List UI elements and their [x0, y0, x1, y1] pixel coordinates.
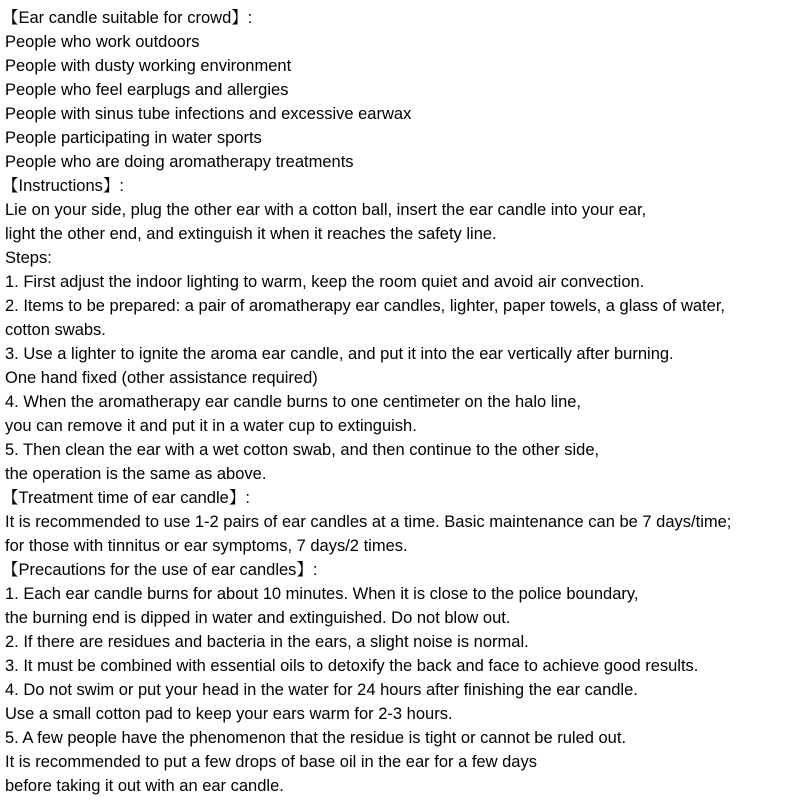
text-line: One hand fixed (other assistance required): [5, 369, 318, 387]
text-line: It is recommended to use 1-2 pairs of ear candles at a time. Basic maintenance can be 7 days/time;: [5, 513, 732, 531]
text-line: People participating in water sports: [5, 129, 262, 147]
text-line: 3. It must be combined with essential oils to detoxify the back and face to achieve good results.: [5, 657, 699, 675]
section-precautions: [2, 558, 800, 798]
text-line: the burning end is dipped in water and extinguished. Do not blow out.: [5, 609, 511, 627]
text-line: 5. Then clean the ear with a wet cotton swab, and then continue to the other side,: [5, 441, 600, 459]
text-line: 1. First adjust the indoor lighting to warm, keep the room quiet and avoid air convection.: [5, 273, 645, 291]
text-line: cotton swabs.: [5, 321, 106, 339]
section-heading: 【Precautions for the use of ear candles】:: [2, 561, 318, 579]
text-line: the operation is the same as above.: [5, 465, 267, 483]
text-line: 5. A few people have the phenomenon that the residue is tight or cannot be ruled out.: [5, 729, 627, 747]
text-line: 4. When the aromatherapy ear candle burns to one centimeter on the halo line,: [5, 393, 582, 411]
text-line: It is recommended to put a few drops of base oil in the ear for a few days: [5, 753, 537, 771]
text-line: Lie on your side, plug the other ear with a cotton ball, insert the ear candle into your ear,: [5, 201, 647, 219]
text-line: People who feel earplugs and allergies: [5, 81, 289, 99]
text-line: Use a small cotton pad to keep your ears warm for 2-3 hours.: [5, 705, 453, 723]
text-line: before taking it out with an ear candle.: [5, 777, 284, 795]
text-line: People who are doing aromatherapy treatments: [5, 153, 354, 171]
text-line: 3. Use a lighter to ignite the aroma ear candle, and put it into the ear vertically after burning.: [5, 345, 674, 363]
section-treatment-time: [2, 486, 800, 558]
text-line: you can remove it and put it in a water cup to extinguish.: [5, 417, 417, 435]
section-suitable-crowd: [2, 6, 800, 174]
text-line: 4. Do not swim or put your head in the water for 24 hours after finishing the ear candle.: [5, 681, 638, 699]
text-line: 2. If there are residues and bacteria in the ears, a slight noise is normal.: [5, 633, 529, 651]
text-line: 2. Items to be prepared: a pair of aromatherapy ear candles, lighter, paper towels, a glass of water,: [5, 297, 725, 315]
text-line: People who work outdoors: [5, 33, 200, 51]
text-line: People with dusty working environment: [5, 57, 292, 75]
section-instructions: [2, 174, 800, 486]
text-line: Steps:: [5, 249, 52, 267]
section-heading: 【Ear candle suitable for crowd】:: [2, 9, 253, 27]
text-line: 1. Each ear candle burns for about 10 minutes. When it is close to the police boundary,: [5, 585, 639, 603]
text-line: People with sinus tube infections and excessive earwax: [5, 105, 412, 123]
section-heading: 【Treatment time of ear candle】:: [2, 489, 250, 507]
document-body: [2, 6, 800, 798]
section-heading: 【Instructions】:: [2, 177, 124, 195]
text-line: light the other end, and extinguish it when it reaches the safety line.: [5, 225, 497, 243]
text-line: for those with tinnitus or ear symptoms, 7 days/2 times.: [5, 537, 408, 555]
